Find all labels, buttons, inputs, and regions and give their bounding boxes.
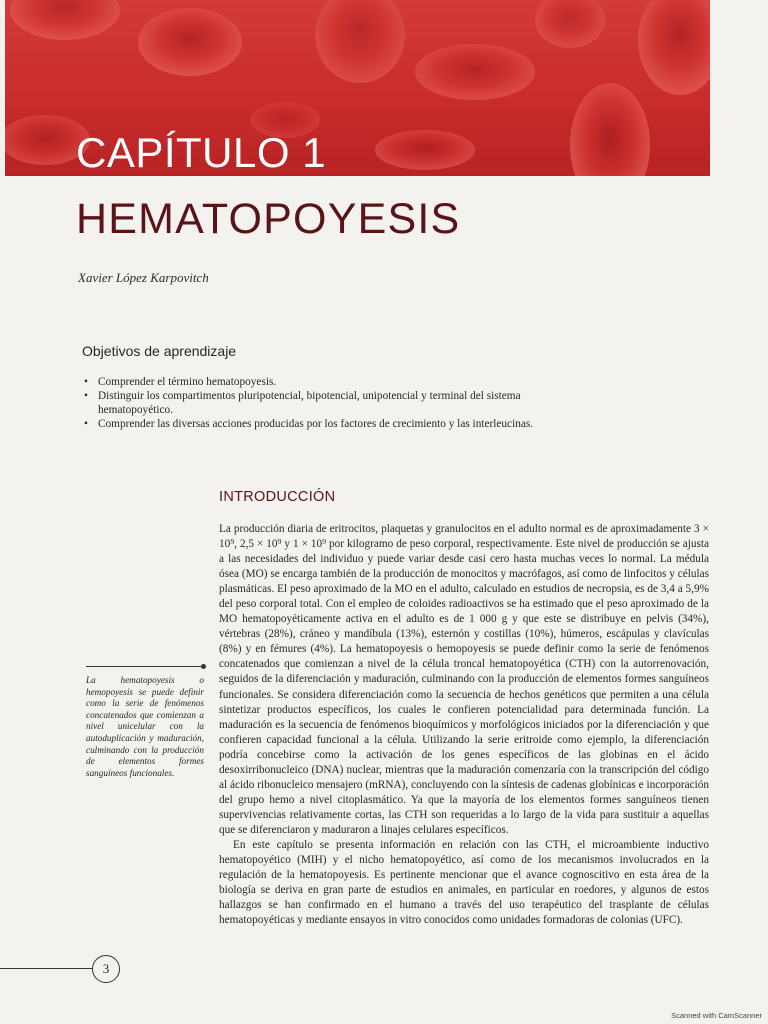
objective-item: • Distinguir los compartimentos pluripotencial, bipotencial, unipotencial y terminal del sistema hematopoyético. bbox=[82, 389, 582, 417]
chapter-label: CAPÍTULO 1 bbox=[76, 129, 327, 176]
body-paragraph: La producción diaria de eritrocitos, plaquetas y granulocitos en el adulto normal es de aproximadamente 3 × 10⁹, 2,5 × 10⁹ y 1 × 10⁹ por kilogramo de peso corporal, respectivamente. Este nivel de producción se ajusta a las necesidades del individuo y puede variar desde casi cero hasta muchas veces lo normal. La médula ósea (MO) se encarga también de la producción de monocitos y macrófagos, así como de linfocitos y células plasmáticas. El peso aproximado de la MO en el adulto, calculado en estudios de necropsia, es de 3,4 a 5,9% del peso corporal total. Con el empleo de coloides radioactivos se ha estimado que el peso aproximado de la MO hematopoyéticamente activa en el adulto es de 1 000 g y que este se distribuye en pelvis (34%), vértebras (28%), cráneo y mandíbula (13%), esternón y costillas (10%), húmeros, escápulas y clavículas (8%) y en fémures (4%). La hematopoyesis o hemopoyesis se puede definir como la serie de fenómenos concatenados que comienzan a nivel de la célula troncal hematopoyética (CTH) con la autorrenovación, seguidos de la diferenciación y maduración, culminando con la producción de elementos formes sanguíneos funcionales. Se considera diferenciación como la secuencia de hechos genéticos que permiten a una célula sintetizar productos específicos, los cuales le confieren potencialidad para determinada función. La maduración es la secuencia de fenómenos bioquímicos y morfológicos iniciados por la diferenciación y que confieren capacidad funcional a la célula. Utilizando la serie eritroide como ejemplo, la diferenciación podría concebirse como la activación de los genes específicos de las globinas en el ácido desoxirribonucleico (DNA) nuclear, mientras que la maduración comenzaría con la transcripción del código al ácido ribonucleico mensajero (mRNA), concluyendo con la síntesis de cadenas globínicas e incorporación del grupo hemo a nivel citoplasmático. Ya que la mayoría de los elementos formes sanguíneos tienen supervivencias relativamente cortas, las CTH son requeridas a lo largo de la vida para sustituir a aquellas que se diferenciaron y maduraron a linajes celulares específicos. bbox=[219, 523, 709, 836]
objectives-heading: Objetivos de aprendizaje bbox=[82, 343, 237, 359]
objectives-list bbox=[82, 375, 582, 431]
objective-item: • Comprender el término hematopoyesis. bbox=[82, 375, 582, 389]
footer-divider bbox=[0, 968, 92, 969]
page-number: 3 bbox=[92, 955, 120, 983]
introduction-body bbox=[219, 522, 709, 928]
sidebar-divider bbox=[86, 666, 204, 667]
sidebar-note: La hematopoyesis o hemopoyesis se puede definir como la serie de fenómenos concatenados que comienzan a nivel unicelular con la autoduplicación y maduración, culminando con la producción de elementos formes sanguíneos funcionales. bbox=[86, 675, 204, 778]
section-heading-introduccion: INTRODUCCIÓN bbox=[219, 489, 336, 505]
body-paragraph: En este capítulo se presenta información en relación con las CTH, el microambiente inductivo hematopoyético (MIH) y el nicho hematopoyético, así como de los mecanismos involucrados en la regulación de la hematopoyesis. Es pertinente mencionar que el avance cognoscitivo en esta área de la biología se deriva en gran parte de estudios en animales, en particular en roedores, y algunos de estos hallazgos se han confirmado en el humano a través del uso terapéutico del trasplante de células hematopoyéticas y mediante ensayos in vitro conocidos como unidades formadoras de colonias (UFC). bbox=[219, 838, 709, 927]
chapter-title: HEMATOPOYESIS bbox=[76, 195, 461, 243]
author-name: Xavier López Karpovitch bbox=[78, 270, 209, 285]
scan-watermark: Scanned with CamScanner bbox=[671, 1011, 762, 1020]
objective-item: • Comprender las diversas acciones producidas por los factores de crecimiento y las interleucinas. bbox=[82, 417, 582, 431]
